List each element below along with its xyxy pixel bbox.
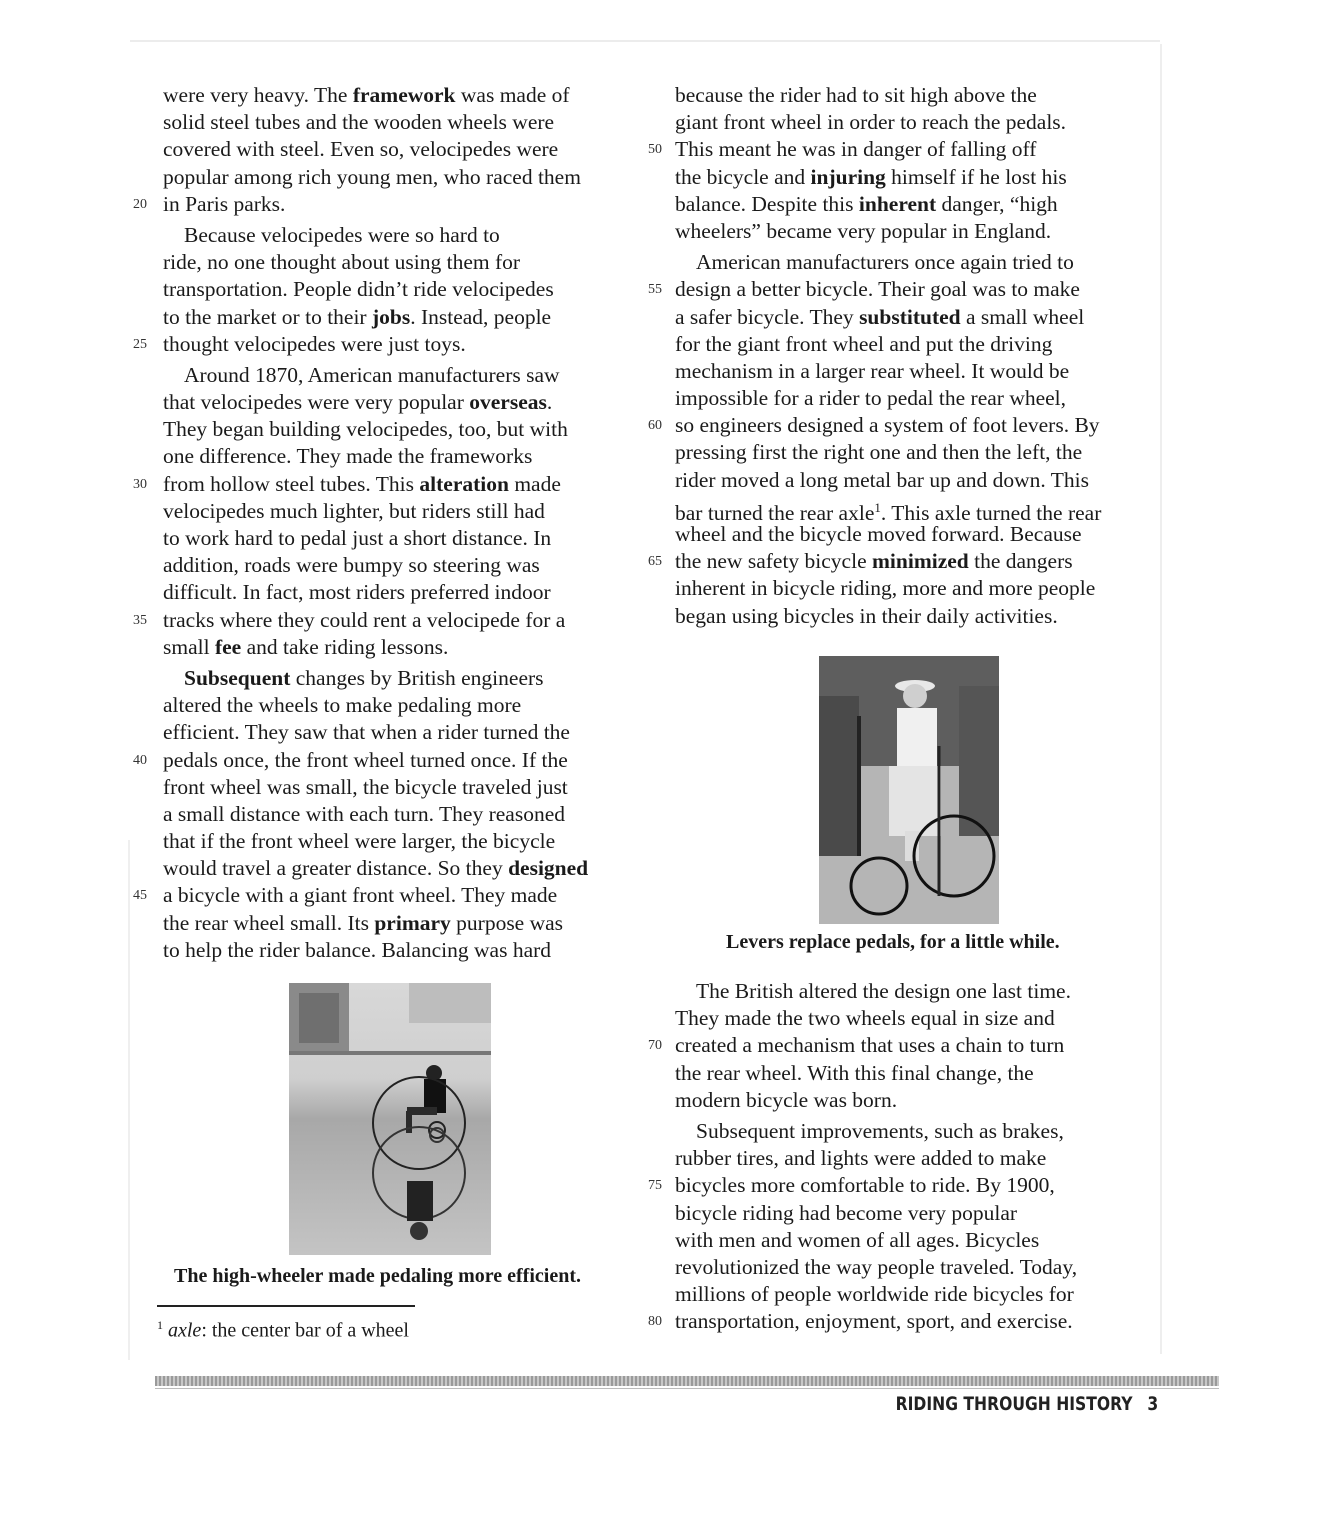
text-line [648,412,1145,439]
line-text: transportation, enjoyment, sport, and exercise. [675,1309,1073,1334]
vocabulary-word: fee [214,634,242,659]
text-line [675,331,1145,358]
page-number: 3 [1147,1393,1158,1415]
vocabulary-word: primary [374,910,451,935]
footnote-definition: : the center bar of a wheel [201,1319,409,1342]
vocabulary-word: jobs [371,304,411,329]
text-line [133,607,633,634]
line-text: that if the front wheel were larger, the bicycle [163,829,556,854]
line-text: popular among rich young men, who raced them [163,164,581,189]
text-line [648,1308,1145,1335]
line-text: a safer bicycle. They substituted a small wheel [675,304,1085,329]
text-line [675,575,1145,602]
line-text: in Paris parks. [163,191,286,216]
line-text: rubber tires, and lights were added to make [675,1146,1047,1171]
vocabulary-word: alteration [419,471,509,496]
text-line [163,855,633,882]
line-text: to work hard to pedal just a short distance. In [163,526,552,550]
line-text: would travel a greater distance. So they designed [163,856,589,881]
text-line [163,525,633,552]
text-line [675,249,1145,276]
vocabulary-word: substituted [859,304,961,329]
footer-title: RIDING THROUGH HISTORY [895,1393,1133,1415]
line-text: wheelers” became very popular in England. [675,218,1052,243]
line-text: mechanism in a larger rear wheel. It would be [675,358,1070,383]
line-number: 65 [648,554,662,570]
line-text: the bicycle and injuring himself if he lost his [675,164,1067,189]
text-line [675,358,1145,385]
line-text: so engineers designed a system of foot levers. By [675,413,1100,438]
line-text: design a better bicycle. Their goal was to make [675,277,1080,302]
text-line [163,416,633,443]
lever-bicycle-photo [819,656,999,924]
line-text: the new safety bicycle minimized the dangers [675,549,1073,574]
text-line [675,82,1145,109]
line-number: 20 [133,196,147,212]
line-text: inherent in bicycle riding, more and more people [675,576,1096,601]
text-line [163,774,633,801]
text-line [675,439,1145,466]
text-line [675,603,1145,630]
running-footer [895,1393,1158,1415]
right-text-column-top [648,82,1145,630]
text-line [163,389,633,416]
line-text: addition, roads were bumpy so steering was [163,553,540,578]
line-text: one difference. They made the frameworks [163,444,533,469]
text-line [675,1005,1145,1032]
footer-band-line [155,1388,1219,1389]
vocabulary-word: inherent [858,191,937,216]
vocabulary-word: injuring [810,164,886,189]
text-line [133,331,633,358]
text-line [163,82,633,109]
line-number: 30 [133,476,147,492]
line-text: Because velocipedes were so hard to [184,222,500,247]
line-number: 50 [648,142,662,158]
page-edge-right [1160,44,1162,1354]
line-text: The British altered the design one last time. [696,979,1071,1003]
vocabulary-word: Subsequent [184,665,291,690]
footnote [157,1318,409,1343]
text-line [163,222,633,249]
text-line [163,443,633,470]
text-line [133,471,633,498]
line-text: revolutionized the way people traveled. Today, [675,1254,1078,1279]
text-line [163,164,633,191]
line-text: This meant he was in danger of falling off [675,137,1037,162]
text-line [163,552,633,579]
line-text: velocipedes much lighter, but riders still had [163,498,545,523]
text-line [675,978,1145,1005]
line-number: 40 [133,752,147,768]
line-text: covered with steel. Even so, velocipedes were [163,137,559,162]
line-text: pressing first the right one and then the left, the [675,440,1083,465]
line-text: because the rider had to sit high above the [675,83,1037,107]
line-text: to the market or to their jobs. Instead, people [163,304,552,329]
text-line [675,467,1145,494]
text-line [163,249,633,276]
line-text: bicycles more comfortable to ride. By 1900, [675,1173,1055,1198]
line-number: 35 [133,612,147,628]
vocabulary-word: minimized [872,549,969,574]
line-text: from hollow steel tubes. This alteration made [163,471,561,496]
text-line [163,276,633,303]
line-number: 75 [648,1178,662,1194]
text-line [163,937,633,964]
high-wheeler-caption: The high-wheeler made pedaling more efficient. [174,1265,581,1287]
line-text: were very heavy. The framework was made of [163,83,570,107]
text-line [675,1254,1145,1281]
text-line [163,692,633,719]
line-text: impossible for a rider to pedal the rear wheel, [675,386,1067,411]
line-text: to help the rider balance. Balancing was hard [163,937,552,962]
line-text: They began building velocipedes, too, but with [163,417,568,442]
line-text: a bicycle with a giant front wheel. They made [163,883,558,908]
footnote-number: 1 [157,1318,163,1332]
line-text: transportation. People didn’t ride velocipedes [163,277,554,302]
line-text: ride, no one thought about using them for [163,250,521,275]
line-text: that velocipedes were very popular overseas. [163,390,553,415]
line-text: balance. Despite this inherent danger, “high [675,191,1058,216]
line-text: Subsequent changes by British engineers [184,665,544,690]
line-text: for the giant front wheel and put the driving [675,331,1053,356]
text-line [163,304,633,331]
line-number: 60 [648,418,662,434]
line-text: bicycle riding had become very popular [675,1200,1018,1225]
line-text: altered the wheels to make pedaling more [163,693,522,718]
text-line [675,191,1145,218]
line-text: the rear wheel small. Its primary purpose was [163,910,564,935]
text-line [163,579,633,606]
text-line [648,1172,1145,1199]
line-text: American manufacturers once again tried to [696,250,1074,275]
vocabulary-word: designed [508,856,589,881]
line-text: Around 1870, American manufacturers saw [184,362,560,387]
line-text: thought velocipedes were just toys. [163,331,466,356]
line-number: 70 [648,1038,662,1054]
line-text: difficult. In fact, most riders preferred indoor [163,580,551,605]
text-line [163,362,633,389]
text-line [648,1032,1145,1059]
line-text: began using bicycles in their daily activities. [675,603,1058,628]
text-line [133,747,633,774]
text-line [133,191,633,218]
line-text: a small distance with each turn. They reasoned [163,801,565,826]
vocabulary-word: overseas [469,390,547,415]
line-text: pedals once, the front wheel turned once. If the [163,747,568,772]
page-edge-left [128,840,130,1360]
line-text: rider moved a long metal bar up and down. This [675,467,1089,492]
line-text: with men and women of all ages. Bicycles [675,1227,1040,1252]
text-line [675,1145,1145,1172]
text-line [163,801,633,828]
high-wheeler-photo [289,983,491,1255]
text-line [648,276,1145,303]
line-number: 45 [133,888,147,904]
left-text-column [133,82,633,964]
right-text-column-bottom [648,978,1145,1335]
footnote-rule [157,1305,415,1307]
line-text: tracks where they could rent a velocipede for a [163,607,566,632]
line-text: They made the two wheels equal in size and [675,1006,1055,1031]
line-text: wheel and the bicycle moved forward. Because [675,522,1082,546]
text-line [648,136,1145,163]
text-line [675,218,1145,245]
line-text: small fee and take riding lessons. [163,634,449,659]
line-text: solid steel tubes and the wooden wheels were [163,110,555,135]
line-text: millions of people worldwide ride bicycles for [675,1282,1074,1307]
page-edge-top [130,40,1160,42]
text-line [675,304,1145,331]
line-text: front wheel was small, the bicycle traveled just [163,774,568,799]
text-line [163,719,633,746]
vocabulary-word: framework [352,83,456,107]
line-text: efficient. They saw that when a rider turned the [163,720,570,745]
text-line [163,910,633,937]
line-text: giant front wheel in order to reach the pedals. [675,110,1067,135]
text-line [675,164,1145,191]
text-line [675,385,1145,412]
text-line [163,136,633,163]
text-line [675,1281,1145,1308]
text-line [675,1087,1145,1114]
line-number: 55 [648,282,662,298]
footnote-term: axle [168,1319,202,1342]
text-line [163,498,633,525]
text-line [675,1060,1145,1087]
text-line [675,521,1145,548]
text-line [675,494,1145,525]
lever-bicycle-caption: Levers replace pedals, for a little while. [726,931,1060,953]
text-line [675,1200,1145,1227]
text-line [133,882,633,909]
text-line [675,1227,1145,1254]
text-line [163,634,633,661]
text-line [648,548,1145,575]
line-number: 80 [648,1314,662,1330]
text-line [163,665,633,692]
line-text: modern bicycle was born. [675,1087,898,1112]
footer-band [155,1376,1219,1386]
line-text: the rear wheel. With this final change, the [675,1060,1034,1085]
line-text: bar turned the rear axle$^1$. This axle turned the rear [675,499,1102,525]
text-line [675,109,1145,136]
text-line [675,1118,1145,1145]
line-text: Subsequent improvements, such as brakes, [696,1118,1064,1143]
text-line [163,828,633,855]
footnote-reference: 1 [874,499,881,515]
text-line [163,109,633,136]
line-text: created a mechanism that uses a chain to turn [675,1033,1065,1058]
line-number: 25 [133,336,147,352]
